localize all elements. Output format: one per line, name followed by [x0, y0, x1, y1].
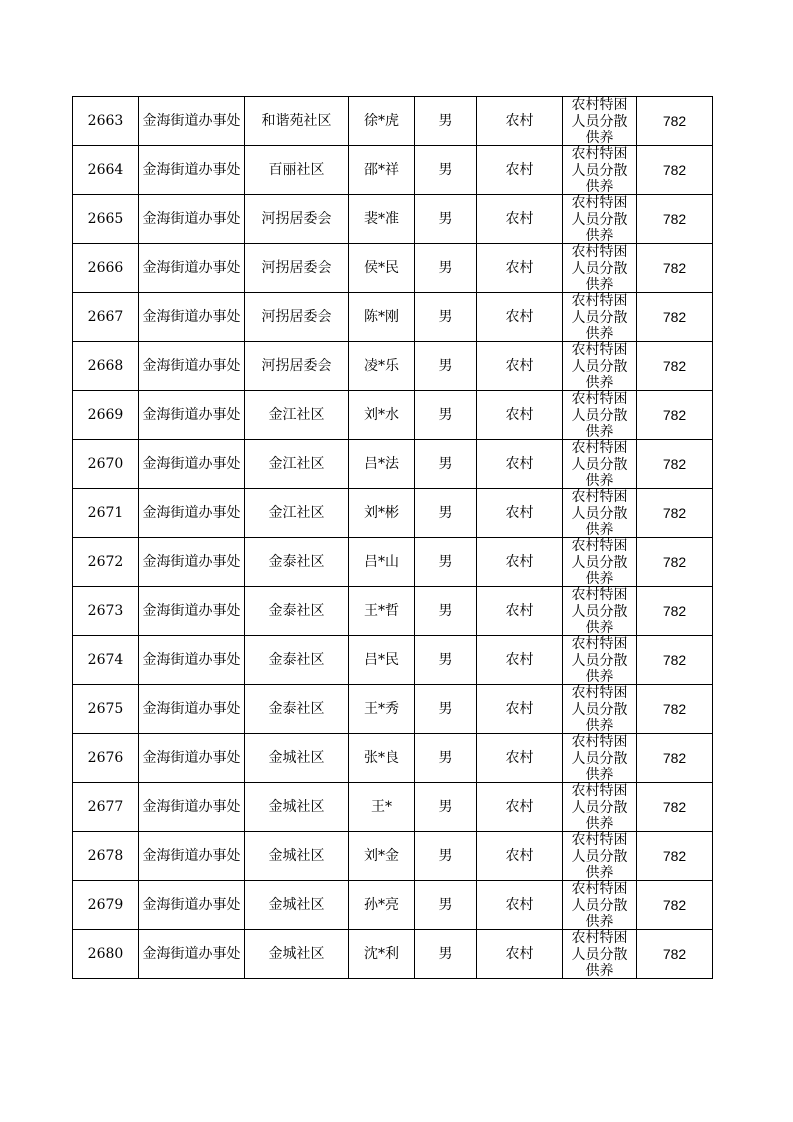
household-type-cell: 农村: [477, 146, 563, 195]
amount-cell: 782: [637, 244, 713, 293]
roster-body: [73, 97, 713, 979]
household-type-cell: 农村: [477, 489, 563, 538]
table-row: [73, 881, 713, 930]
household-type-cell: 农村: [477, 97, 563, 146]
support-category-cell: [563, 244, 637, 293]
gender-cell: 男: [415, 195, 477, 244]
table-row: [73, 587, 713, 636]
serial-number-cell: 2667: [73, 293, 139, 342]
household-type-cell: 农村: [477, 244, 563, 293]
support-category-text: 农村特困人员分散供养: [571, 146, 628, 194]
support-category-text: 农村特困人员分散供养: [571, 342, 628, 390]
table-row: [73, 783, 713, 832]
community-cell: 河拐居委会: [245, 293, 349, 342]
support-category-cell: [563, 489, 637, 538]
support-category-text: 农村特困人员分散供养: [571, 685, 628, 733]
amount-cell: 782: [637, 195, 713, 244]
household-type-cell: 农村: [477, 342, 563, 391]
person-name-cell: 吕*法: [349, 440, 415, 489]
household-type-cell: 农村: [477, 293, 563, 342]
serial-number-cell: 2663: [73, 97, 139, 146]
support-category-text: 农村特困人员分散供养: [571, 636, 628, 684]
support-category-text: 农村特困人员分散供养: [571, 832, 628, 880]
household-type-cell: 农村: [477, 195, 563, 244]
serial-number-cell: 2668: [73, 342, 139, 391]
community-cell: 河拐居委会: [245, 244, 349, 293]
support-category-text: 农村特困人员分散供养: [571, 587, 628, 635]
gender-cell: 男: [415, 832, 477, 881]
table-row: [73, 293, 713, 342]
gender-cell: 男: [415, 636, 477, 685]
street-office-cell: 金海街道办事处: [139, 734, 245, 783]
household-type-cell: 农村: [477, 783, 563, 832]
street-office-cell: 金海街道办事处: [139, 97, 245, 146]
community-cell: 金城社区: [245, 734, 349, 783]
serial-number-cell: 2678: [73, 832, 139, 881]
community-cell: 金城社区: [245, 930, 349, 979]
person-name-cell: 王*: [349, 783, 415, 832]
table-row: [73, 97, 713, 146]
gender-cell: 男: [415, 930, 477, 979]
support-category-cell: [563, 832, 637, 881]
table-row: [73, 538, 713, 587]
amount-cell: 782: [637, 734, 713, 783]
support-category-text: 农村特困人员分散供养: [571, 783, 628, 831]
support-category-text: 农村特困人员分散供养: [571, 538, 628, 586]
gender-cell: 男: [415, 244, 477, 293]
person-name-cell: 陈*刚: [349, 293, 415, 342]
amount-cell: 782: [637, 587, 713, 636]
community-cell: 金江社区: [245, 489, 349, 538]
household-type-cell: 农村: [477, 685, 563, 734]
person-name-cell: 裴*准: [349, 195, 415, 244]
community-cell: 金江社区: [245, 391, 349, 440]
table-row: [73, 930, 713, 979]
amount-cell: 782: [637, 636, 713, 685]
support-category-cell: [563, 538, 637, 587]
person-name-cell: 王*哲: [349, 587, 415, 636]
support-category-cell: [563, 783, 637, 832]
community-cell: 金城社区: [245, 881, 349, 930]
gender-cell: 男: [415, 293, 477, 342]
street-office-cell: 金海街道办事处: [139, 342, 245, 391]
street-office-cell: 金海街道办事处: [139, 832, 245, 881]
support-category-text: 农村特困人员分散供养: [571, 293, 628, 341]
support-category-text: 农村特困人员分散供养: [571, 244, 628, 292]
amount-cell: 782: [637, 146, 713, 195]
amount-cell: 782: [637, 832, 713, 881]
community-cell: 金城社区: [245, 832, 349, 881]
serial-number-cell: 2674: [73, 636, 139, 685]
amount-cell: 782: [637, 97, 713, 146]
person-name-cell: 刘*彬: [349, 489, 415, 538]
street-office-cell: 金海街道办事处: [139, 636, 245, 685]
gender-cell: 男: [415, 881, 477, 930]
gender-cell: 男: [415, 440, 477, 489]
person-name-cell: 邵*祥: [349, 146, 415, 195]
community-cell: 河拐居委会: [245, 342, 349, 391]
serial-number-cell: 2665: [73, 195, 139, 244]
support-category-cell: [563, 734, 637, 783]
person-name-cell: 凌*乐: [349, 342, 415, 391]
amount-cell: 782: [637, 930, 713, 979]
amount-cell: 782: [637, 440, 713, 489]
amount-cell: 782: [637, 342, 713, 391]
table-row: [73, 685, 713, 734]
table-row: [73, 342, 713, 391]
gender-cell: 男: [415, 783, 477, 832]
gender-cell: 男: [415, 342, 477, 391]
serial-number-cell: 2666: [73, 244, 139, 293]
support-category-cell: [563, 391, 637, 440]
support-category-cell: [563, 195, 637, 244]
amount-cell: 782: [637, 489, 713, 538]
support-category-cell: [563, 293, 637, 342]
gender-cell: 男: [415, 685, 477, 734]
gender-cell: 男: [415, 146, 477, 195]
community-cell: 河拐居委会: [245, 195, 349, 244]
person-name-cell: 沈*利: [349, 930, 415, 979]
roster-table: [72, 96, 713, 979]
amount-cell: 782: [637, 293, 713, 342]
gender-cell: 男: [415, 587, 477, 636]
person-name-cell: 刘*金: [349, 832, 415, 881]
household-type-cell: 农村: [477, 636, 563, 685]
serial-number-cell: 2669: [73, 391, 139, 440]
street-office-cell: 金海街道办事处: [139, 146, 245, 195]
support-category-text: 农村特困人员分散供养: [571, 195, 628, 243]
person-name-cell: 刘*水: [349, 391, 415, 440]
amount-cell: 782: [637, 783, 713, 832]
support-category-cell: [563, 97, 637, 146]
person-name-cell: 王*秀: [349, 685, 415, 734]
amount-cell: 782: [637, 685, 713, 734]
gender-cell: 男: [415, 97, 477, 146]
table-row: [73, 832, 713, 881]
street-office-cell: 金海街道办事处: [139, 195, 245, 244]
serial-number-cell: 2671: [73, 489, 139, 538]
support-category-cell: [563, 930, 637, 979]
street-office-cell: 金海街道办事处: [139, 440, 245, 489]
gender-cell: 男: [415, 734, 477, 783]
household-type-cell: 农村: [477, 440, 563, 489]
street-office-cell: 金海街道办事处: [139, 538, 245, 587]
community-cell: 金泰社区: [245, 538, 349, 587]
gender-cell: 男: [415, 538, 477, 587]
table-row: [73, 440, 713, 489]
community-cell: 金泰社区: [245, 636, 349, 685]
serial-number-cell: 2677: [73, 783, 139, 832]
street-office-cell: 金海街道办事处: [139, 783, 245, 832]
serial-number-cell: 2679: [73, 881, 139, 930]
serial-number-cell: 2672: [73, 538, 139, 587]
gender-cell: 男: [415, 489, 477, 538]
person-name-cell: 张*良: [349, 734, 415, 783]
support-category-text: 农村特困人员分散供养: [571, 489, 628, 537]
serial-number-cell: 2673: [73, 587, 139, 636]
support-category-text: 农村特困人员分散供养: [571, 734, 628, 782]
table-row: [73, 734, 713, 783]
household-type-cell: 农村: [477, 930, 563, 979]
table-row: [73, 195, 713, 244]
community-cell: 和谐苑社区: [245, 97, 349, 146]
support-category-text: 农村特困人员分散供养: [571, 440, 628, 488]
table-row: [73, 244, 713, 293]
street-office-cell: 金海街道办事处: [139, 930, 245, 979]
community-cell: 金城社区: [245, 783, 349, 832]
street-office-cell: 金海街道办事处: [139, 244, 245, 293]
household-type-cell: 农村: [477, 832, 563, 881]
household-type-cell: 农村: [477, 538, 563, 587]
person-name-cell: 吕*山: [349, 538, 415, 587]
support-category-cell: [563, 587, 637, 636]
table-row: [73, 391, 713, 440]
community-cell: 百丽社区: [245, 146, 349, 195]
table-row: [73, 489, 713, 538]
support-category-cell: [563, 636, 637, 685]
person-name-cell: 吕*民: [349, 636, 415, 685]
serial-number-cell: 2670: [73, 440, 139, 489]
community-cell: 金江社区: [245, 440, 349, 489]
table-row: [73, 636, 713, 685]
support-category-text: 农村特困人员分散供养: [571, 97, 628, 145]
street-office-cell: 金海街道办事处: [139, 489, 245, 538]
amount-cell: 782: [637, 538, 713, 587]
support-category-cell: [563, 440, 637, 489]
person-name-cell: 孙*亮: [349, 881, 415, 930]
street-office-cell: 金海街道办事处: [139, 587, 245, 636]
support-category-cell: [563, 342, 637, 391]
amount-cell: 782: [637, 391, 713, 440]
serial-number-cell: 2675: [73, 685, 139, 734]
support-category-cell: [563, 146, 637, 195]
amount-cell: 782: [637, 881, 713, 930]
person-name-cell: 侯*民: [349, 244, 415, 293]
household-type-cell: 农村: [477, 881, 563, 930]
household-type-cell: 农村: [477, 734, 563, 783]
support-category-cell: [563, 881, 637, 930]
support-category-text: 农村特困人员分散供养: [571, 391, 628, 439]
support-category-text: 农村特困人员分散供养: [571, 930, 628, 978]
support-category-cell: [563, 685, 637, 734]
serial-number-cell: 2664: [73, 146, 139, 195]
street-office-cell: 金海街道办事处: [139, 881, 245, 930]
community-cell: 金泰社区: [245, 587, 349, 636]
serial-number-cell: 2676: [73, 734, 139, 783]
support-category-text: 农村特困人员分散供养: [571, 881, 628, 929]
serial-number-cell: 2680: [73, 930, 139, 979]
table-row: [73, 146, 713, 195]
street-office-cell: 金海街道办事处: [139, 293, 245, 342]
person-name-cell: 徐*虎: [349, 97, 415, 146]
street-office-cell: 金海街道办事处: [139, 685, 245, 734]
community-cell: 金泰社区: [245, 685, 349, 734]
gender-cell: 男: [415, 391, 477, 440]
household-type-cell: 农村: [477, 587, 563, 636]
street-office-cell: 金海街道办事处: [139, 391, 245, 440]
household-type-cell: 农村: [477, 391, 563, 440]
